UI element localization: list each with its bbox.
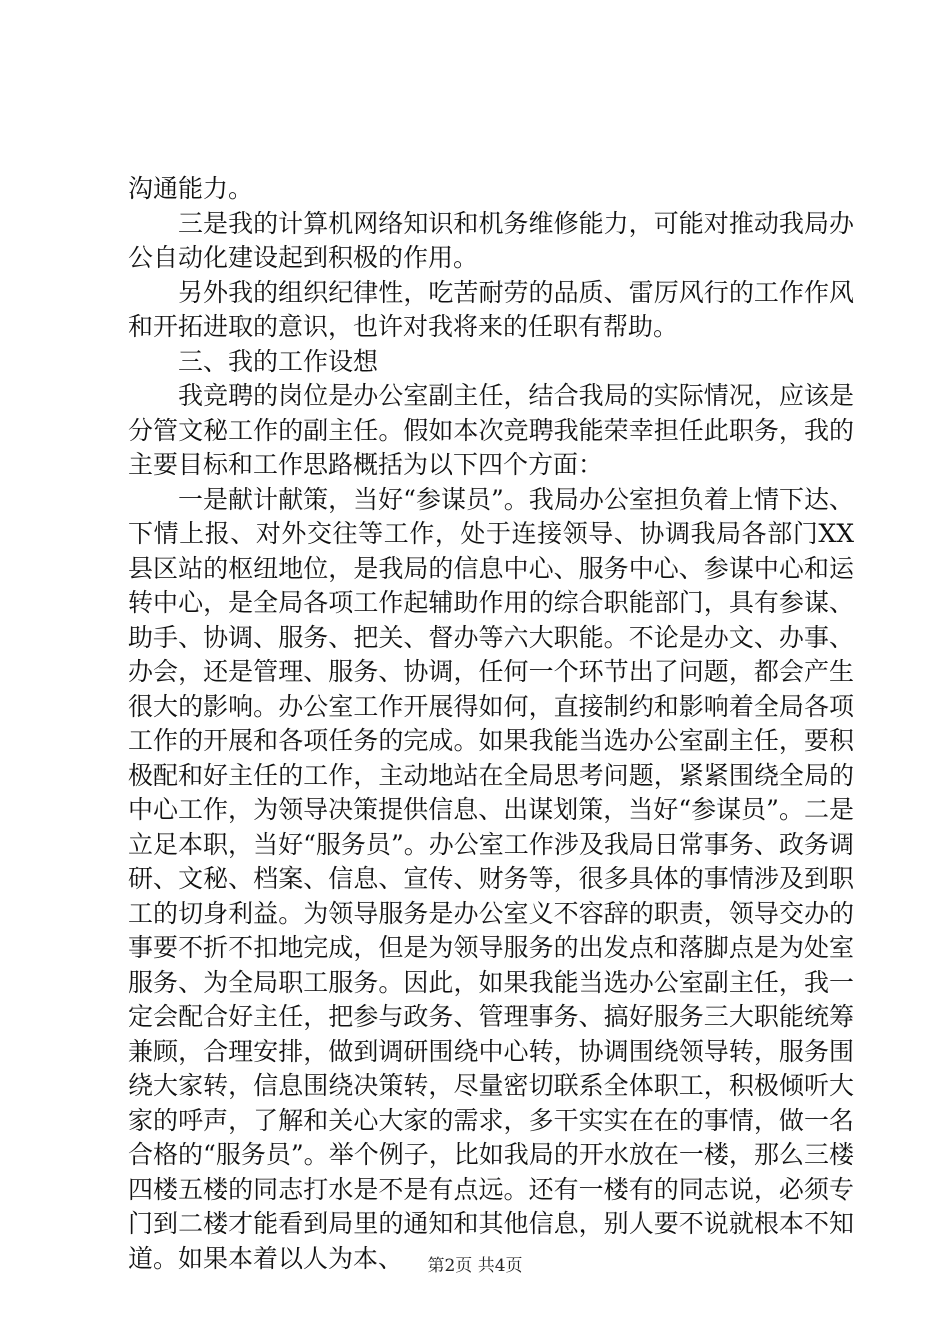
- paragraph-4: 我竞聘的岗位是办公室副主任，结合我局的实际情况，应该是分管文秘工作的副主任。假如本次竞聘我能荣幸担任此职务，我的主要目标和工作思路概括为以下四个方面：: [128, 381, 854, 479]
- paragraph-1: 沟通能力。: [128, 174, 254, 203]
- document-body: [128, 172, 854, 1276]
- section-heading: 三、我的工作设想: [178, 346, 379, 376]
- page-number-footer: 第2页 共4页: [427, 1256, 523, 1276]
- paragraph-3: 另外我的组织纪律性，吃苦耐劳的品质、雷厉风行的工作作风和开拓进取的意识，也许对我将来的任职有帮助。: [128, 277, 854, 341]
- paragraph-2: 三是我的计算机网络知识和机务维修能力，可能对推动我局办公自动化建设起到积极的作用。: [128, 208, 854, 272]
- paragraph-5: 一是献计献策，当好“参谋员”。我局办公室担负着上情下达、下情上报、对外交往等工作，处于连接领导、协调我局各部门XX县区站的枢纽地位，是我局的信息中心、服务中心、参谋中心和运转中心，是全局各项工作起辅助作用的综合职能部门，具有参谋、助手、协调、服务、把关、督办等六大职能。不论是办文、办事、办会，还是管理、服务、协调，任何一个环节出了问题，都会产生很大的影响。办公室工作开展得如何，直接制约和影响着全局各项工作的开展和各项任务的完成。如果我能当选办公室副主任，要积极配和好主任的工作，主动地站在全局思考问题，紧紧围绕全局的中心工作，为领导决策提供信息、出谋划策，当好“参谋员”。二是立足本职，当好“服务员”。办公室工作涉及我局日常事务、政务调研、文秘、档案、信息、宣传、财务等，很多具体的事情涉及到职工的切身利益。为领导服务是办公室义不容辞的职责，领导交办的事要不折不扣地完成，但是为领导服务的出发点和落脚点是为处室服务、为全局职工服务。因此，如果我能当选办公室副主任，我一定会配合好主任，把参与政务、管理事务、搞好服务三大职能统筹兼顾，合理安排，做到调研围绕中心转，协调围绕领导转，服务围绕大家转，信息围绕决策转，尽量密切联系全体职工，积极倾听大家的呼声，了解和关心大家的需求，多干实实在在的事情，做一名合格的“服务员”。举个例子，比如我局的开水放在一楼，那么三楼四楼五楼的同志打水是不是有点远。还有一楼有的同志说，必须专门到二楼才能看到局里的通知和其他信息，别人要不说就根本不知道。如果本着以人为本、: [128, 484, 854, 1273]
